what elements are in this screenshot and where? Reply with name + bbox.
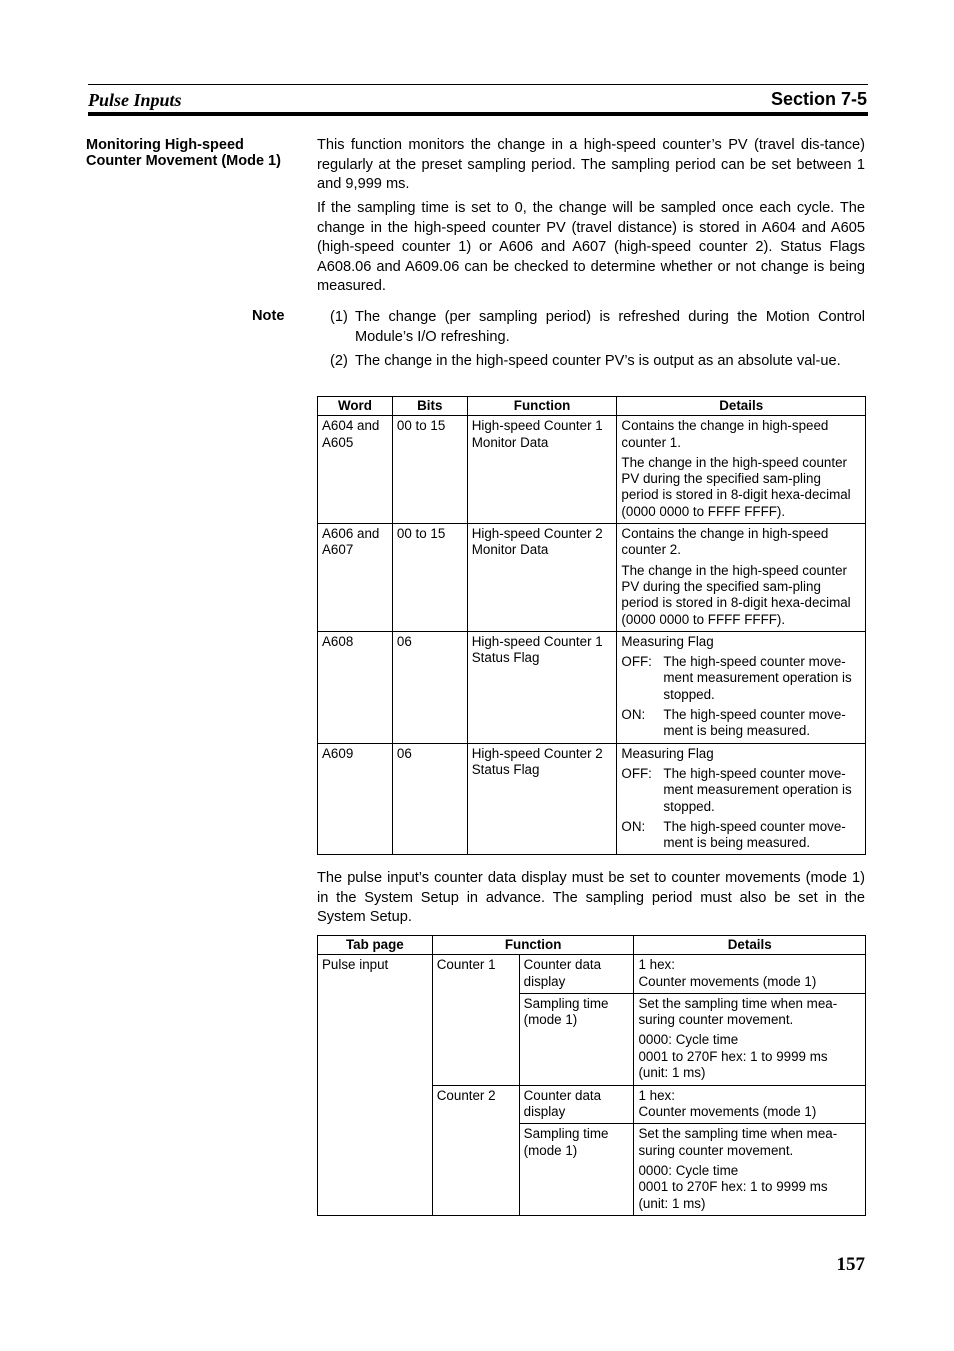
cell-word: A609 [318, 743, 393, 855]
column-header-details: Details [634, 936, 866, 955]
flag-text: The high-speed counter move-ment measurement operation is stopped. [663, 654, 852, 702]
detail-text: Set the sampling time when mea-suring counter movement. [638, 995, 838, 1028]
table-row [318, 524, 866, 632]
flag-text: The high-speed counter move-ment is being measured. [663, 818, 846, 851]
cell-details [634, 1124, 866, 1216]
detail-text: Contains the change in high-speed counter 1. [621, 418, 829, 450]
detail-line: (unit: 1 ms) [638, 1195, 706, 1211]
table-row [318, 743, 866, 855]
header-section-number: Section 7-5 [770, 89, 867, 109]
detail-text: The change in the high-speed counter PV during the specified sam-pling period is stored in 8-digit hexa-decimal (0000 0000 to FFFF FFFF). [621, 454, 851, 519]
cell-counter: Counter 1 [432, 955, 519, 1086]
cell-bits: 00 to 15 [392, 524, 467, 632]
table-row [318, 416, 866, 524]
cell-counter: Counter 2 [432, 1085, 519, 1216]
cell-details [617, 416, 866, 524]
header-rule-top [88, 84, 868, 85]
column-header-bits: Bits [392, 397, 467, 416]
column-header-word: Word [318, 397, 393, 416]
cell-function: High-speed Counter 2 Status Flag [467, 743, 617, 855]
cell-word: A604 and A605 [318, 416, 393, 524]
detail-line: 1 hex: [638, 957, 675, 973]
cell-function: High-speed Counter 1 Monitor Data [467, 416, 617, 524]
cell-function: High-speed Counter 1 Status Flag [467, 631, 617, 743]
flag-off-row [621, 654, 861, 703]
cell-details [634, 955, 866, 994]
table-row [318, 955, 866, 994]
cell-function: Sampling time (mode 1) [519, 993, 634, 1085]
detail-text: The change in the high-speed counter PV during the specified sam-pling period is stored in 8-digit hexa-decimal (0000 0000 to FFFF FFFF). [621, 562, 851, 627]
flag-key: ON: [621, 707, 646, 723]
cell-function: Counter data display [519, 1085, 634, 1124]
detail-line: 0000: Cycle time [638, 1163, 739, 1179]
flag-key: OFF: [621, 654, 652, 670]
flag-on-row [621, 707, 861, 740]
note-item-number: (1) [330, 309, 348, 325]
paragraph-setup: The pulse input’s counter data display must be set to counter movements (mode 1) in the System Setup in advance. The sampling period must also be set in the System Setup. [317, 870, 865, 925]
flag-on-row [621, 819, 861, 852]
cell-bits: 06 [392, 743, 467, 855]
cell-details [634, 993, 866, 1085]
cell-details [634, 1085, 866, 1124]
note-item [330, 308, 865, 347]
header-chapter-title: Pulse Inputs [88, 90, 182, 110]
flag-off-row [621, 766, 861, 815]
detail-title: Measuring Flag [621, 633, 714, 649]
table-header-row [318, 936, 866, 955]
detail-lines [638, 1032, 861, 1081]
side-heading: Monitoring High-speed Counter Movement (Mode 1) [86, 137, 281, 169]
cell-function: Sampling time (mode 1) [519, 1124, 634, 1216]
cell-bits: 00 to 15 [392, 416, 467, 524]
column-header-function: Function [432, 936, 634, 955]
cell-details [617, 631, 866, 743]
cell-word: A608 [318, 631, 393, 743]
column-header-tab-page: Tab page [318, 936, 433, 955]
detail-line: 0000: Cycle time [638, 1032, 739, 1048]
note-item [330, 352, 865, 372]
note-label: Note [252, 308, 285, 324]
paragraph-sampling: If the sampling time is set to 0, the change will be sampled once each cycle. The change in the high-speed counter PV (travel distance) is stored in A604 and A605 (high-speed counter 1) or A606 and A607 (high-speed counter 2). Status Flags A608.06 and A609.06 can be checked to determine whether or not change is being measured. [317, 200, 865, 294]
auxiliary-area-table [317, 396, 866, 855]
page-number: 157 [836, 1254, 865, 1275]
column-header-details: Details [617, 397, 866, 416]
header-rule-bottom [88, 112, 868, 116]
detail-line: Counter movements (mode 1) [638, 973, 817, 989]
cell-tab-page: Pulse input [318, 955, 433, 1216]
detail-line: Counter movements (mode 1) [638, 1104, 817, 1120]
cell-word: A606 and A607 [318, 524, 393, 632]
detail-line: 0001 to 270F hex: 1 to 9999 ms [638, 1179, 828, 1195]
detail-text: Set the sampling time when mea-suring counter movement. [638, 1126, 838, 1158]
flag-text: The high-speed counter move-ment measurement operation is stopped. [663, 765, 852, 814]
note-item-text: The change (per sampling period) is refreshed during the Motion Control Module’s I/O refreshing. [355, 309, 865, 345]
detail-lines [638, 1163, 861, 1212]
column-header-function: Function [467, 397, 617, 416]
flag-key: ON: [621, 818, 646, 834]
paragraph-intro: This function monitors the change in a high-speed counter’s PV (travel dis-tance) regularly at the preset sampling period. The sampling period can be set between 1 and 9,999 ms. [317, 137, 865, 192]
note-item-number: (2) [330, 353, 348, 369]
flag-key: OFF: [621, 765, 652, 781]
detail-text: Contains the change in high-speed counter 2. [621, 526, 829, 558]
cell-details [617, 743, 866, 855]
cell-function: Counter data display [519, 955, 634, 994]
note-item-text: The change in the high-speed counter PV’s is output as an absolute val-ue. [355, 353, 841, 369]
flag-text: The high-speed counter move-ment is being measured. [663, 707, 846, 739]
detail-line: 0001 to 270F hex: 1 to 9999 ms [638, 1048, 828, 1064]
cell-details [617, 524, 866, 632]
detail-line: (unit: 1 ms) [638, 1065, 706, 1081]
detail-title: Measuring Flag [621, 745, 714, 761]
detail-line: 1 hex: [638, 1087, 675, 1103]
table-header-row [318, 397, 866, 416]
cell-function: High-speed Counter 2 Monitor Data [467, 524, 617, 632]
system-setup-table [317, 935, 866, 1216]
cell-bits: 06 [392, 631, 467, 743]
table-row [318, 631, 866, 743]
